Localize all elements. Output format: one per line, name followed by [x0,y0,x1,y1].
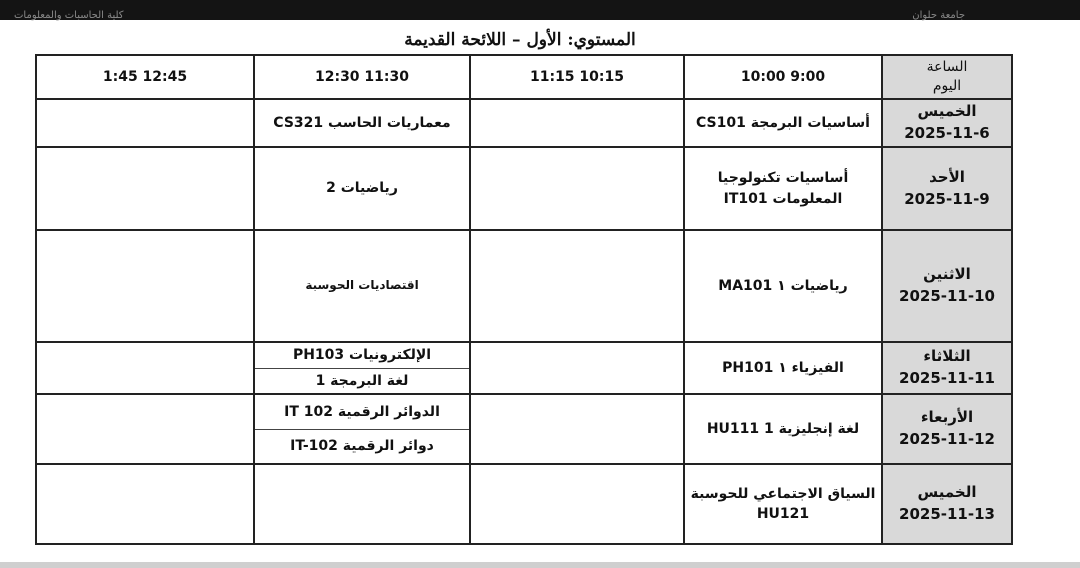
table-row [36,99,1012,147]
time-slot-header: 10:00 9:00 [684,55,882,99]
corner-day-label: اليوم [932,78,962,94]
day-cell [882,464,1012,544]
split-course-cell [254,394,470,464]
table-row [36,464,1012,544]
course-cell: معماريات الحاسب CS321 [254,99,470,147]
empty-cell [36,394,254,464]
table-header-row [36,55,1012,99]
table-row [36,394,1012,464]
day-date: 2025-11-13 [899,505,995,523]
time-slot-header: 1:45 12:45 [36,55,254,99]
day-name: الثلاثاء [923,347,971,366]
course-cell: رياضيات 2 [254,147,470,230]
empty-cell [470,147,684,230]
day-date: 2025-11-10 [899,287,995,305]
course-cell: أساسيات البرمجة CS101 [684,99,882,147]
time-slot-header: 11:15 10:15 [470,55,684,99]
empty-cell [254,464,470,544]
empty-cell [36,99,254,147]
day-cell [882,342,1012,394]
day-cell [882,230,1012,342]
course-cell: رياضيات ١ MA101 [684,230,882,342]
day-name: الخميس [917,102,977,121]
day-cell [882,147,1012,230]
table-row [36,230,1012,342]
course-cell: أساسيات تكنولوجيا المعلومات IT101 [684,147,882,230]
day-date: 2025-11-6 [904,124,990,142]
empty-cell [36,147,254,230]
empty-cell [36,342,254,394]
table-row [36,342,1012,394]
empty-cell [36,464,254,544]
empty-cell [470,342,684,394]
faculty-header-text: كلية الحاسبات والمعلومات [14,10,124,21]
university-header-text: جامعة حلوان [912,10,965,21]
empty-cell [470,99,684,147]
split-course-cell [254,342,470,394]
exam-schedule-table [35,54,1013,545]
bottom-edge [0,562,1080,568]
day-name: الأربعاء [920,408,974,427]
time-slot-header: 12:30 11:30 [254,55,470,99]
day-cell [882,99,1012,147]
course-entry: الدوائر الرقمية IT 102 [255,395,469,430]
empty-cell [470,464,684,544]
empty-cell [36,230,254,342]
empty-cell [470,394,684,464]
course-entry: الإلكترونيات PH103 [255,343,469,369]
day-date: 2025-11-9 [904,189,990,208]
page-title: المستوي: الأول – اللائحة القديمة [404,30,636,50]
course-cell: اقتصاديات الحوسبة [254,230,470,342]
course-entry: دوائر الرقمية IT-102 [290,438,434,455]
corner-time-label: الساعة [926,59,968,76]
course-entry: لغة البرمجة 1 [315,372,409,389]
table-row [36,147,1012,230]
course-cell: الفيزياء ١ PH101 [684,342,882,394]
day-name: الأحد [929,167,965,186]
course-cell: السياق الاجتماعي للحوسبة HU121 [684,464,882,544]
day-date: 2025-11-12 [899,430,995,448]
day-date: 2025-11-11 [899,369,995,387]
empty-cell [470,230,684,342]
day-name: الاثنين [923,265,971,284]
course-cell: لغة إنجليزية 1 HU111 [684,394,882,464]
corner-header-cell [882,55,1012,99]
day-cell [882,394,1012,464]
day-name: الخميس [917,483,977,502]
